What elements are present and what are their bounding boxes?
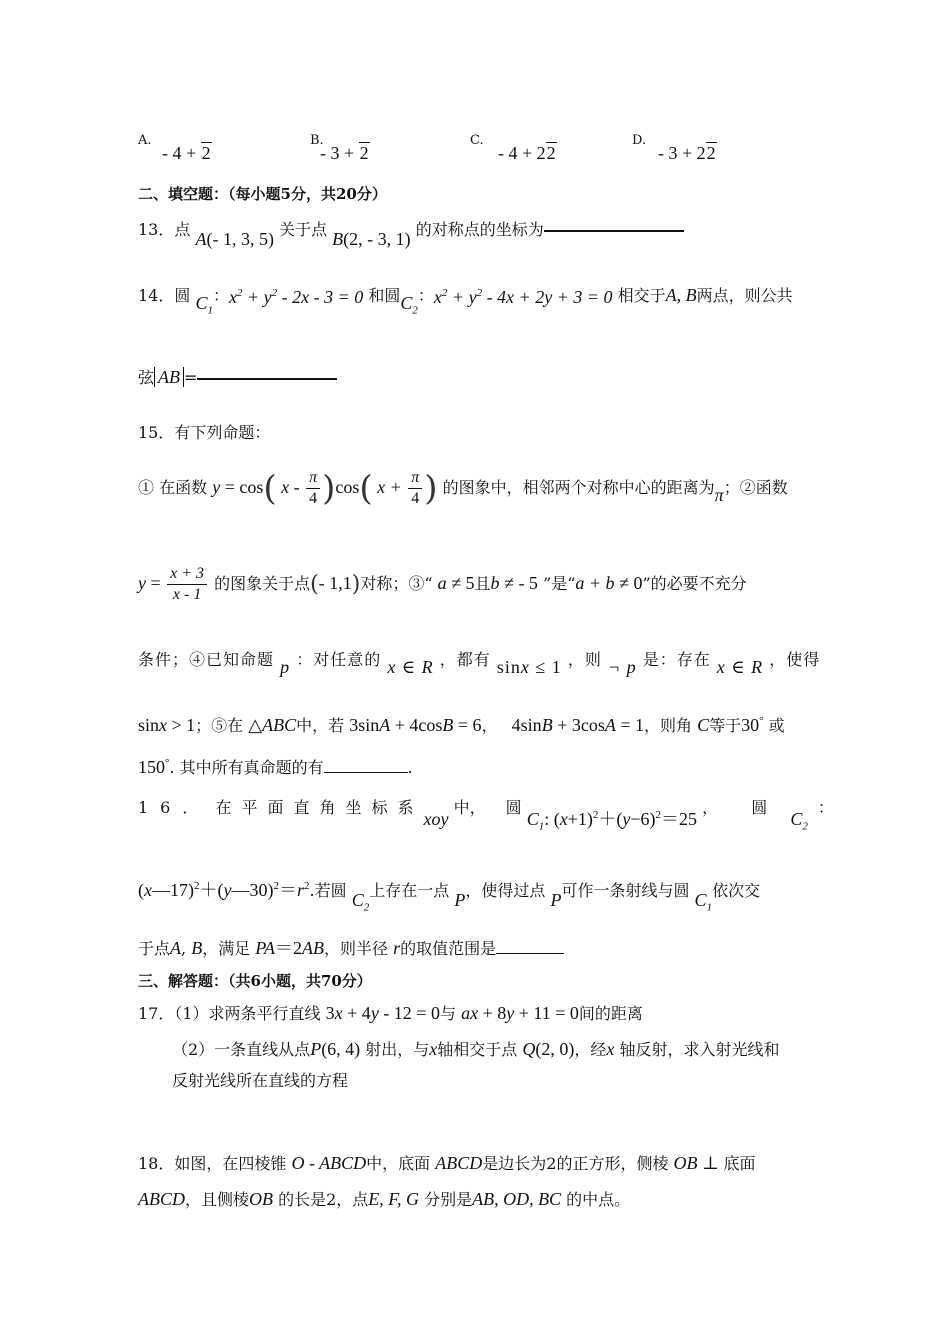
question-18: 18．如图，在四棱锥 O - ABCD中，底面 ABCD是边长为2的正方形，侧棱 OB ⊥ 底面 bbox=[138, 1153, 756, 1173]
option-b-value: - 3 + 2 bbox=[320, 143, 369, 163]
q18-line-2: ABCD，且侧棱OB 的长是2，点E, F, G 分别是AB, OD, BC 的中点。 bbox=[138, 1189, 631, 1209]
q14-number: 14． bbox=[138, 286, 175, 305]
q17-part-2: （2）一条直线从点P(6, 4) 射出，与x轴相交于点 Q(2, 0)，经x 轴反射，求入射光线和 bbox=[172, 1039, 780, 1059]
q16-number: 16． bbox=[138, 798, 211, 817]
section-3-heading: 三、解答题：（共6小题，共70分） bbox=[138, 972, 372, 990]
q15-answer-blank[interactable] bbox=[324, 772, 408, 773]
q15-number: 15． bbox=[138, 423, 175, 442]
q16-line-3: 于点A, B，满足 PA＝2AB，则半径 r的取值范围是 bbox=[138, 937, 564, 960]
q15-line-3: 条件；④已知命题 p ：对任意的 x ∈ R ，都有 sinx ≤ 1 ，则 ¬ p 是：存在 x ∈ R ，使得 bbox=[138, 650, 821, 677]
option-c-value: - 4 + 22 bbox=[498, 143, 556, 163]
q16-line-2: $(x—17)^2+(y—30)^2=r^2$.若圆 $C_2$上存在一点 P，使得过点 P可作一条射线与圆 $C_1$依次交 bbox=[138, 880, 761, 914]
q17-number: 17． bbox=[138, 1004, 175, 1023]
question-16: 16． 在平面直角坐标系xoy 中， 圆 $C_1$: $(x+1)^2+(y-6)^2=25$ ， 圆 $C_2$： bbox=[138, 798, 834, 833]
q13-number: 13． bbox=[138, 220, 175, 239]
option-c-label: C. bbox=[470, 133, 484, 148]
q15-line-1: ① 在函数 y = cos( x - $\frac{\pi}{4}$ )cos( x + $\frac{\pi}{4}$ ) 的图象中，相邻两个对称中心的距离为π；②函数 bbox=[138, 468, 788, 509]
q17-part-2-cont: 反射光线所在直线的方程 bbox=[172, 1071, 349, 1090]
question-15: 15．有下列命题： bbox=[138, 423, 271, 442]
q16-answer-blank[interactable] bbox=[496, 953, 564, 954]
q15-line-2: y = $\frac{x + 3}{x - 1}$ 的图象关于点(- 1,1)对称；③“ a ≠ 5且b ≠ - 5 ”是“a + b ≠ 0”的必要不充分 bbox=[138, 565, 747, 603]
q15-line-5: 150°. 其中所有真命题的有 . bbox=[138, 757, 413, 777]
option-d-label: D. bbox=[632, 133, 647, 148]
q15-line-4: sinx > 1；⑤在 △ABC中，若 3sinA + 4cosB = 6， 4sinB + 3cosA = 1，则角 C等于30° 或 bbox=[138, 715, 785, 735]
option-b-label: B. bbox=[310, 133, 324, 148]
q18-number: 18． bbox=[138, 1154, 175, 1173]
q13-answer-blank[interactable] bbox=[544, 230, 684, 232]
option-d-value: - 3 + 22 bbox=[658, 143, 716, 163]
section-2-heading: 二、填空题：（每小题5分，共20分） bbox=[138, 185, 387, 203]
question-13: 13．点 A(- 1, 3, 5) 关于点 B(2, - 3, 1) 的对称点的坐标为 bbox=[138, 218, 684, 241]
option-a-value: - 4 + 2 bbox=[162, 143, 211, 163]
question-14: 14．圆 $C_1$：$x^2 + y^2 - 2x - 3 = 0$ 和圆$C_2$：$x^2 + y^2 - 4x + 2y + 3 = 0$ 相交于A, B两点，则公共 bbox=[138, 285, 793, 317]
question-14-cont: 弦 AB = bbox=[138, 366, 337, 389]
option-a-label: A. bbox=[138, 133, 152, 148]
question-17: 17．（1）求两条平行直线 3x + 4y - 12 = 0与 ax + 8y + 11 = 0间的距离 bbox=[138, 1003, 643, 1023]
q14-answer-blank[interactable] bbox=[197, 378, 337, 380]
